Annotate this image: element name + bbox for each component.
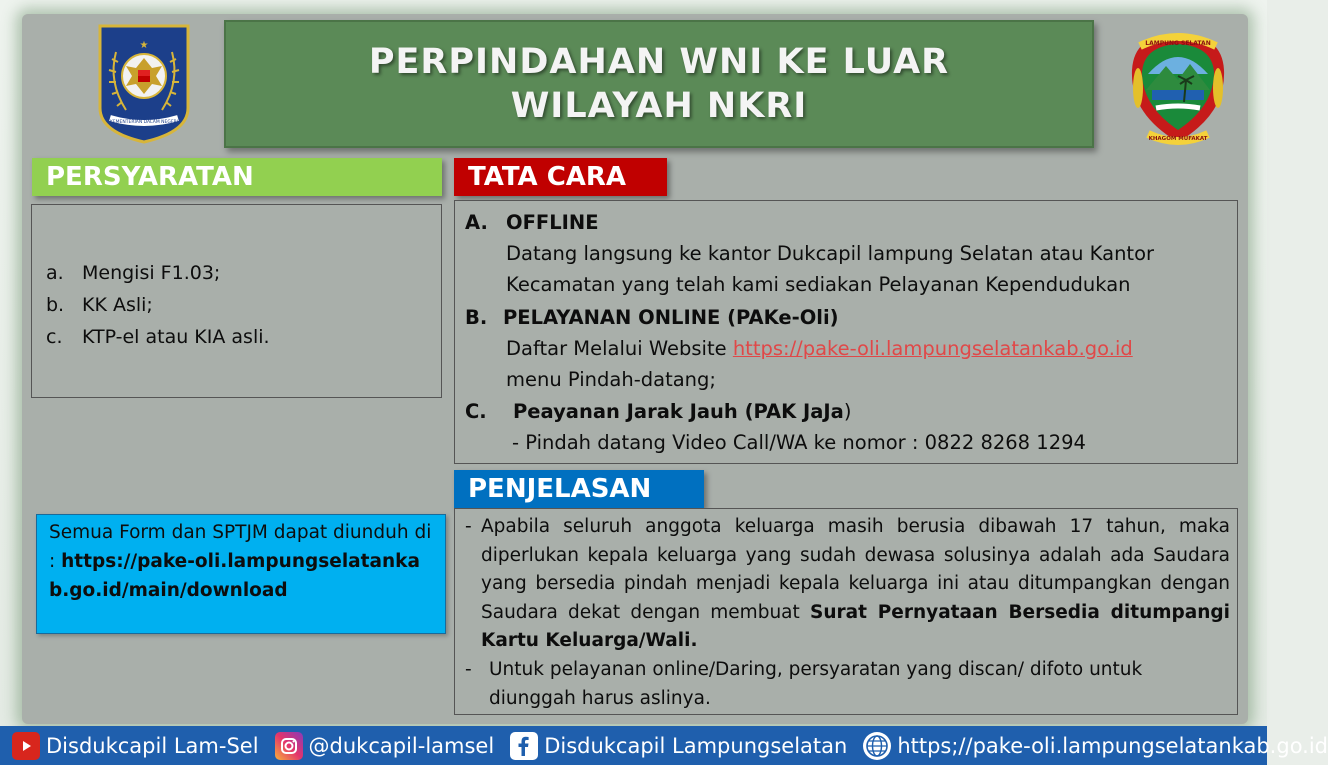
- list-item: - Apabila seluruh anggota keluarga masih berusia dibawah 17 tahun, maka diperlukan kepala keluarga yang sudah dewasa solusinya adalah ada Saudara yang bersedia pindah menjadi kepala keluarga ini atau ditumpangkan dengan Saudara dekat dengan membuat Surat Pernyataan Bersedia ditumpangi Kartu Keluarga/Wali.: [465, 516, 1230, 652]
- list-item: c. KTP-el atau KIA asli.: [46, 326, 270, 348]
- procedure-a-line-1: Datang langsung ke kantor Dukcapil lampung Selatan atau Kantor: [506, 242, 1155, 265]
- procedure-a-title: A. OFFLINE: [465, 211, 599, 234]
- download-link[interactable]: https://pake-oli.lampungselatankab.go.id/main/download: [49, 551, 420, 601]
- explanation-box: [454, 508, 1238, 715]
- tata-cara-header: TATA CARA: [454, 158, 667, 196]
- instagram-icon[interactable]: [275, 732, 303, 760]
- list-item: - Untuk pelayanan online/Daring, persyaratan yang discan/ difoto untuk diunggah harus aslinya.: [465, 659, 1143, 709]
- persyaratan-header: PERSYARATAN: [32, 158, 442, 196]
- procedure-b-line-1: Daftar Melalui Website https://pake-oli.lampungselatankab.go.id: [506, 337, 1133, 360]
- penjelasan-header: PENJELASAN: [454, 470, 704, 508]
- emblem-top-text: LAMPUNG SELATAN: [1145, 40, 1211, 47]
- requirements-list: [46, 257, 270, 353]
- procedure-c-title: C. Peayanan Jarak Jauh (PAK JaJa): [465, 400, 852, 423]
- procedure-box: [454, 200, 1238, 464]
- instagram-label[interactable]: @dukcapil-lamsel: [308, 733, 495, 758]
- website-label[interactable]: https;//pake-oli.lampungselatankab.go.id: [897, 733, 1328, 758]
- youtube-label[interactable]: Disdukcapil Lam-Sel: [46, 733, 259, 758]
- procedure-b-title: B. PELAYANAN ONLINE (PAKe-Oli): [465, 306, 839, 329]
- garuda-emblem-icon: [96, 22, 192, 144]
- procedure-c-line-1: - Pindah datang Video Call/WA ke nomor : 0822 8268 1294: [512, 431, 1086, 454]
- title-banner: [224, 20, 1094, 148]
- requirements-box: [31, 204, 442, 398]
- lampung-selatan-emblem-icon: [1126, 30, 1230, 146]
- page-title-line-2: WILAYAH NKRI: [510, 86, 808, 126]
- website-link[interactable]: https://pake-oli.lampungselatankab.go.id: [732, 337, 1133, 360]
- emblem-bottom-text: KHAGOM MUFAKAT: [1148, 136, 1208, 142]
- download-info-box: [36, 514, 446, 634]
- youtube-icon[interactable]: [12, 732, 40, 760]
- facebook-label[interactable]: Disdukcapil Lampungselatan: [544, 733, 848, 758]
- page-title-line-1: PERPINDAHAN WNI KE LUAR: [368, 42, 950, 82]
- download-text: Semua Form dan SPTJM dapat diunduh di :: [49, 522, 432, 572]
- list-item: b. KK Asli;: [46, 294, 153, 316]
- procedure-a-line-2: Kecamatan yang telah kami sediakan Pelayanan Kependudukan: [506, 273, 1131, 296]
- procedure-b-line-2: menu Pindah-datang;: [506, 368, 716, 391]
- globe-icon[interactable]: [863, 732, 891, 760]
- facebook-icon[interactable]: [510, 732, 538, 760]
- svg-text:★: ★: [139, 40, 149, 51]
- emblem-caption: KEMENTERIAN DALAM NEGERI: [109, 120, 179, 125]
- list-item: a. Mengisi F1.03;: [46, 262, 221, 284]
- social-footer: [0, 726, 1328, 765]
